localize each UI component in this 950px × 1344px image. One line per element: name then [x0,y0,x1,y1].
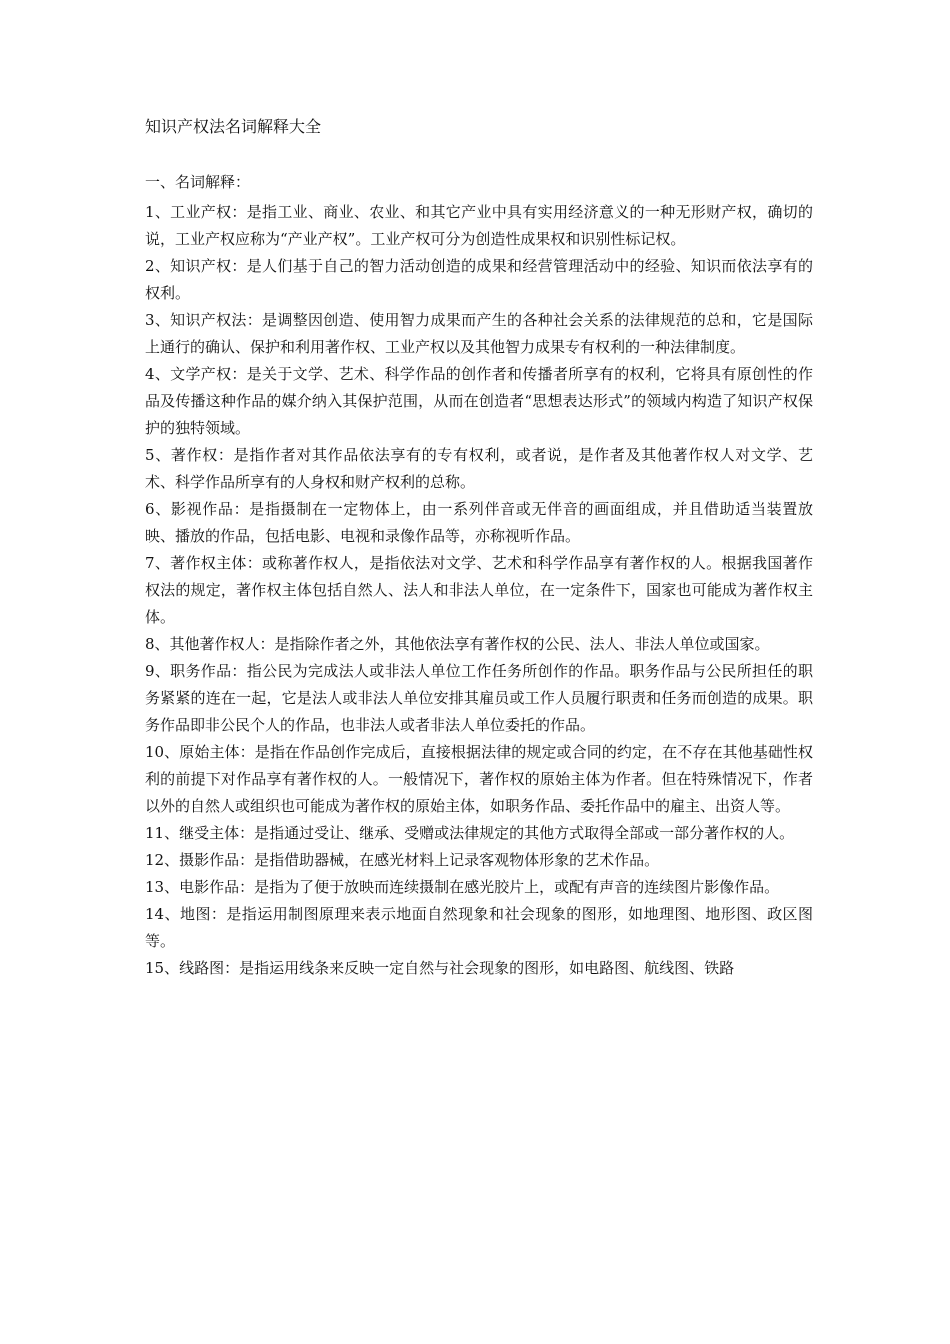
definition-entry-8: 8、其他著作权人：是指除作者之外，其他依法享有著作权的公民、法人、非法人单位或国家。 [145,635,770,653]
definition-entry-2: 2、知识产权：是人们基于自己的智力活动创造的成果和经营管理活动中的经验、知识而依法享有的权利。 [145,257,813,302]
definition-entry-5: 5、著作权：是指作者对其作品依法享有的专有权利，或者说，是作者及其他著作权人对文学、艺术、科学作品所享有的人身权和财产权利的总称。 [145,446,813,491]
definition-entry-4: 4、文学产权：是关于文学、艺术、科学作品的创作者和传播者所享有的权利，它将具有原创性的作品及传播这种作品的媒介纳入其保护范围，从而在创造者“思想表达形式”的领域内构造了知识产权保护的独特领域。 [145,365,813,437]
definition-entry-11: 11、继受主体：是指通过受让、继承、受赠或法律规定的其他方式取得全部或一部分著作权的人。 [145,824,795,842]
definition-entry-9: 9、职务作品：指公民为完成法人或非法人单位工作任务所创作的作品。职务作品与公民所担任的职务紧紧的连在一起，它是法人或非法人单位安排其雇员或工作人员履行职责和任务而创造的成果。职务作品即非公民个人的作品，也非法人或者非法人单位委托的作品。 [145,662,813,734]
definition-entry-10: 10、原始主体：是指在作品创作完成后，直接根据法律的规定或合同的约定，在不存在其他基础性权利的前提下对作品享有著作权的人。一般情况下，著作权的原始主体为作者。但在特殊情况下，作者以外的自然人或组织也可能成为著作权的原始主体，如职务作品、委托作品中的雇主、出资人等。 [145,743,813,815]
definition-entry-1: 1、工业产权：是指工业、商业、农业、和其它产业中具有实用经济意义的一种无形财产权，确切的说，工业产权应称为“产业产权”。工业产权可分为创造性成果权和识别性标记权。 [145,203,813,248]
definition-list [145,199,813,982]
definition-entry-14: 14、地图：是指运用制图原理来表示地面自然现象和社会现象的图形，如地理图、地形图、政区图等。 [145,905,813,950]
definition-entry-6: 6、影视作品：是指摄制在一定物体上，由一系列伴音或无伴音的画面组成，并且借助适当装置放映、播放的作品，包括电影、电视和录像作品等，亦称视听作品。 [145,500,813,545]
definition-entry-3: 3、知识产权法：是调整因创造、使用智力成果而产生的各种社会关系的法律规范的总和，它是国际上通行的确认、保护和利用著作权、工业产权以及其他智力成果专有权利的一种法律制度。 [145,311,813,356]
definition-entry-15: 15、线路图：是指运用线条来反映一定自然与社会现象的图形，如电路图、航线图、铁路 [145,959,735,977]
definition-entry-13: 13、电影作品：是指为了便于放映而连续摄制在感光胶片上，或配有声音的连续图片影像作品。 [145,878,780,896]
definition-entry-7: 7、著作权主体：或称著作权人，是指依法对文学、艺术和科学作品享有著作权的人。根据我国著作权法的规定，著作权主体包括自然人、法人和非法人单位，在一定条件下，国家也可能成为著作权主体。 [145,554,813,626]
document-title: 知识产权法名词解释大全 [145,117,322,136]
definition-entry-12: 12、摄影作品：是指借助器械，在感光材料上记录客观物体形象的艺术作品。 [145,851,660,869]
section-heading: 一、名词解释： [145,173,251,191]
